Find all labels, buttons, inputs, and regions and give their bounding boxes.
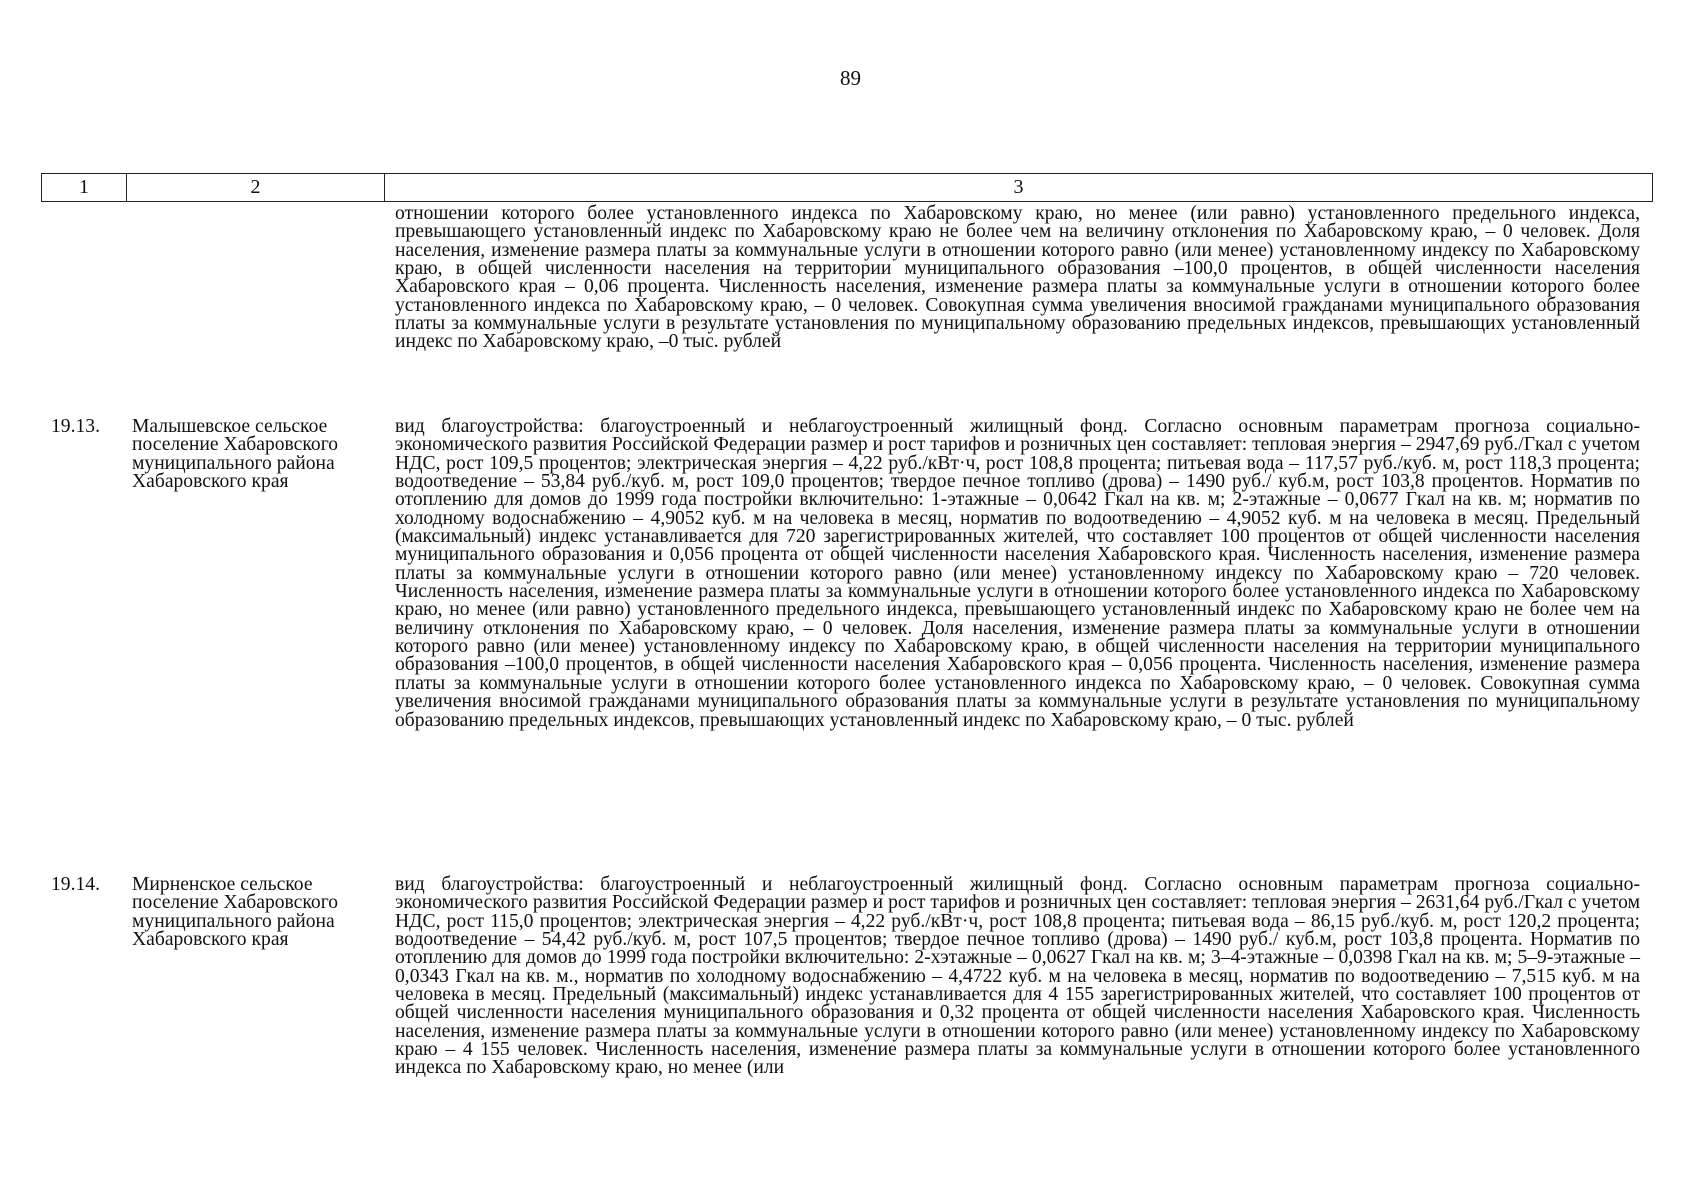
row-number: 19.13. bbox=[51, 416, 100, 437]
table-row bbox=[41, 418, 1653, 730]
row-municipality-name: Мирненское сельское поселение Хабаровского муниципального района Хабаровского края bbox=[132, 874, 339, 951]
column-header-2: 2 bbox=[127, 174, 385, 201]
column-header-1: 1 bbox=[42, 174, 127, 201]
table-header bbox=[41, 173, 1653, 202]
row-description: вид благоустройства: благоустроенный и неблагоустроенный жилищный фонд. Согласно основным параметрам прогноза социально-экономического развития Российской Федерации размер и рост тарифов и розничных цен составляет: тепловая энергия – 2947,69 руб./Гкал с учетом НДС, рост 109,5 процентов; электрическая энергия – 4,22 руб./кВт·ч, рост 108,8 процента; питьевая вода – 117,57 руб./куб. м, рост 118,3 процента; водоотведение – 53,84 руб./куб. м, рост 109,0 процентов; твердое печное топливо (дрова) – 1490 руб./ куб.м, рост 103,8 процентов. Норматив по отоплению для домов до 1999 года постройки включительно: 1-этажные – 0,0642 Гкал на кв. м; 2-этажные – 0,0677 Гкал на кв. м; норматив по холодному водоснабжению – 4,9052 куб. м на человека в месяц, норматив по водоотведению – 4,9052 куб. м на человека в месяц. Предельный (максимальный) индекс устанавливается для 720 зарегистрированных жителей, что составляет 100 процентов от общей численности населения муниципального образования и 0,056 процента от общей численности населения Хабаровского края. Численность населения, изменение размера платы за коммунальные услуги в отношении которого равно (или менее) установленному индексу по Хабаровскому краю – 720 человек. Численность населения, изменение размера платы за коммунальные услуги в отношении которого более установленного индекса по Хабаровскому краю, но менее (или равно) установленного предельного индекса, превышающего установленный индекс по Хабаровскому краю не более чем на величину отклонения по Хабаровскому краю, – 0 человек. Доля населения, изменение размера платы за коммунальные услуги в отношении которого равно (или менее) установленному индексу по Хабаровскому краю, в общей численности населения на территории муниципального образования –100,0 процентов, в общей численности населения Хабаровского края – 0,056 процента. Численность населения, изменение размера платы за коммунальные услуги в отношении которого более установленного индекса по Хабаровскому краю, – 0 человек. Совокупная сумма увеличения вносимой гражданами муниципального образования платы за коммунальные услуги в результате установления по муниципальному образованию предельных индексов, превышающих установленный индекс по Хабаровскому краю, – 0 тыс. рублей bbox=[395, 416, 1640, 731]
row-municipality-name: Малышевское сельское поселение Хабаровского муниципального района Хабаровского края bbox=[132, 416, 339, 493]
row-number: 19.14. bbox=[51, 874, 100, 895]
column-header-3: 3 bbox=[1013, 176, 1024, 198]
row-description: вид благоустройства: благоустроенный и неблагоустроенный жилищный фонд. Согласно основным параметрам прогноза социально-экономического развития Российской Федерации размер и рост тарифов и розничных цен составляет: тепловая энергия – 2631,64 руб./Гкал с учетом НДС, рост 115,0 процентов; электрическая энергия – 4,22 руб./кВт·ч, рост 108,8 процента; питьевая вода – 86,15 руб./куб. м, рост 120,2 процента; водоотведение – 54,42 руб./куб. м, рост 107,5 процентов; твердое печное топливо (дрова) – 1490 руб./ куб.м, рост 103,8 процента. Норматив по отоплению для домов до 1999 года постройки включительно: 2-хэтажные – 0,0627 Гкал на кв. м; 3–4-этажные – 0,0398 Гкал на кв. м; 5–9-этажные –0,0343 Гкал на кв. м., норматив по холодному водоснабжению – 4,4722 куб. м на человека в месяц, норматив по водоотведению – 7,515 куб. м на человека в месяц. Предельный (максимальный) индекс устанавливается для 4 155 зарегистрированных жителей, что составляет 100 процентов от общей численности населения муниципального образования и 0,32 процента от общей численности населения Хабаровского края. Численность населения, изменение размера платы за коммунальные услуги в отношении которого равно (или менее) установленному индексу по Хабаровскому краю – 4 155 человек. Численность населения, изменение размера платы за коммунальные услуги в отношении которого более установленного индекса по Хабаровскому краю, но менее (или bbox=[395, 874, 1640, 1079]
table-row bbox=[41, 876, 1653, 1078]
continued-text: отношении которого более установленного индекса по Хабаровскому краю, но менее (или равно) установленного предельного индекса, превышающего установленный индекс по Хабаровскому краю не более чем на величину отклонения по Хабаровскому краю, – 0 человек. Доля населения, изменение размера платы за коммунальные услуги в отношении которого равно (или менее) установленному индексу по Хабаровскому краю, в общей численности населения на территории муниципального образования –100,0 процентов, в общей численности населения Хабаровского края – 0,06 процента. Численность населения, изменение размера платы за коммунальные услуги в отношении которого более установленного индекса по Хабаровскому краю, – 0 человек. Совокупная сумма увеличения вносимой гражданами муниципального образования платы за коммунальные услуги в результате установления по муниципальному образованию предельных индексов, превышающих установленный индекс по Хабаровскому краю, –0 тыс. рублей bbox=[395, 203, 1640, 353]
continued-cell bbox=[395, 205, 1640, 352]
page-number: 89 bbox=[840, 66, 861, 90]
